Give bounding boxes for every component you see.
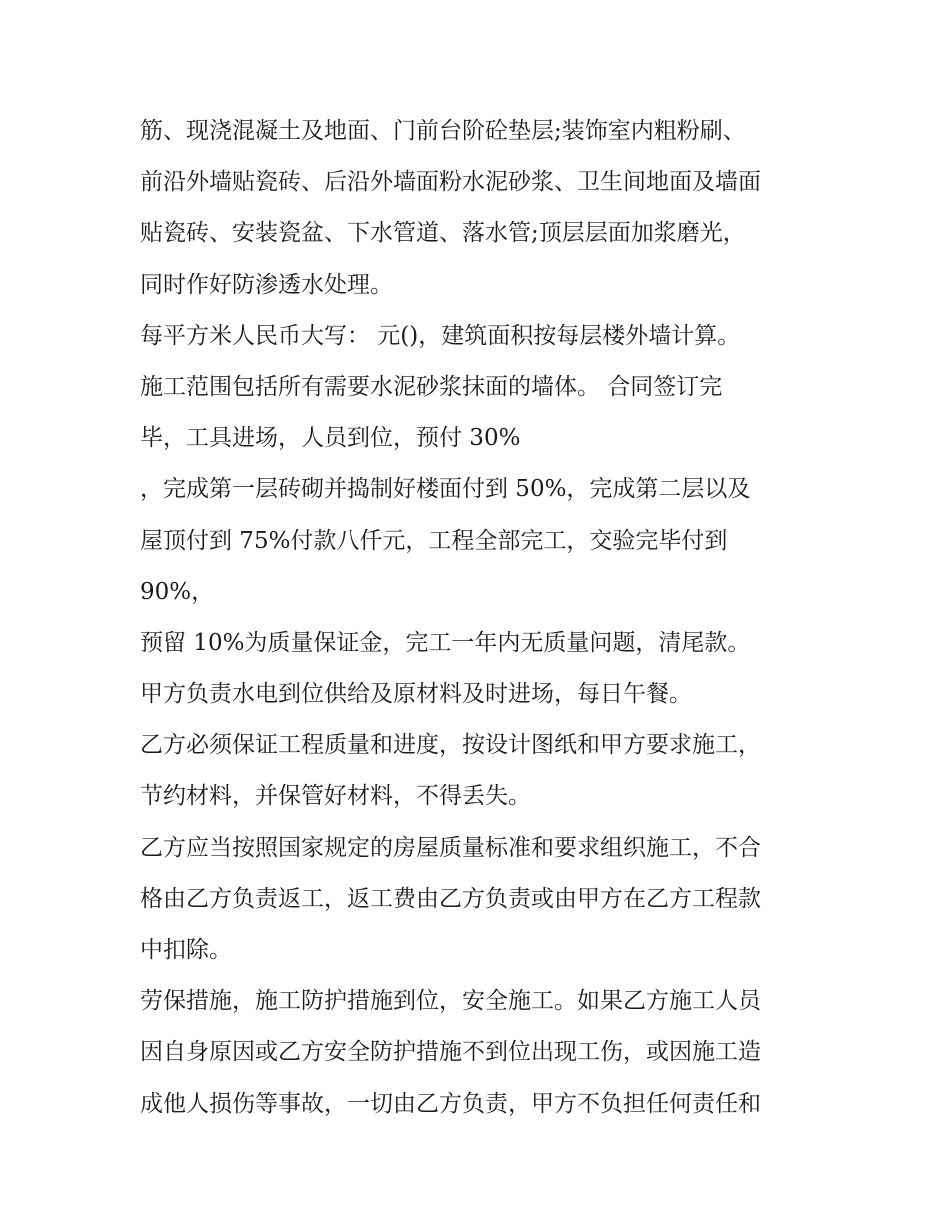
text-line: 甲方负责水电到位供给及原材料及时进场，每日午餐。 (140, 681, 692, 708)
text-line: 格由乙方负责返工，返工费由乙方负责或由甲方在乙方工程款 (140, 885, 761, 912)
contract-body-text (140, 106, 830, 1130)
text-line: 成他人损伤等事故，一切由乙方负责，甲方不负担任何责任和 (140, 1090, 761, 1117)
text-line: 因自身原因或乙方安全防护措施不到位出现工伤，或因施工造 (140, 1039, 761, 1066)
text-line: 预留 10%为质量保证金，完工一年内无质量问题，清尾款。 (140, 629, 751, 656)
text-line: 贴瓷砖、安装瓷盆、下水管道、落水管;顶层层面加浆磨光， (140, 220, 746, 247)
text-line: 乙方必须保证工程质量和进度，按设计图纸和甲方要求施工， (140, 732, 761, 759)
text-line: 90%， (140, 578, 215, 605)
text-line: 乙方应当按照国家规定的房屋质量标准和要求组织施工，不合 (140, 834, 761, 861)
text-line: ，完成第一层砖砌并捣制好楼面付到 50%，完成第二层以及 (140, 476, 751, 503)
text-line: 中扣除。 (140, 937, 232, 963)
text-line: 前沿外墙贴瓷砖、后沿外墙面粉水泥砂浆、卫生间地面及墙面 (140, 169, 761, 196)
text-line: 筋、现浇混凝土及地面、门前台阶砼垫层;装饰室内粗粉刷、 (140, 118, 746, 144)
text-line: 每平方米人民币大写： 元()，建筑面积按每层楼外墙计算。 (140, 322, 741, 349)
text-line: 同时作好防渗透水处理。 (140, 271, 393, 298)
text-line: 劳保措施，施工防护措施到位，安全施工。如果乙方施工人员 (140, 988, 761, 1015)
text-line: 施工范围包括所有需要水泥砂浆抹面的墙体。 合同签订完 (140, 373, 723, 400)
text-line: 节约材料，并保管好材料，不得丢失。 (140, 783, 531, 810)
text-line: 毕，工具进场，人员到位，预付 30% (140, 425, 521, 452)
text-line: 屋顶付到 75%付款八仟元，工程全部完工，交验完毕付到 (140, 527, 728, 554)
